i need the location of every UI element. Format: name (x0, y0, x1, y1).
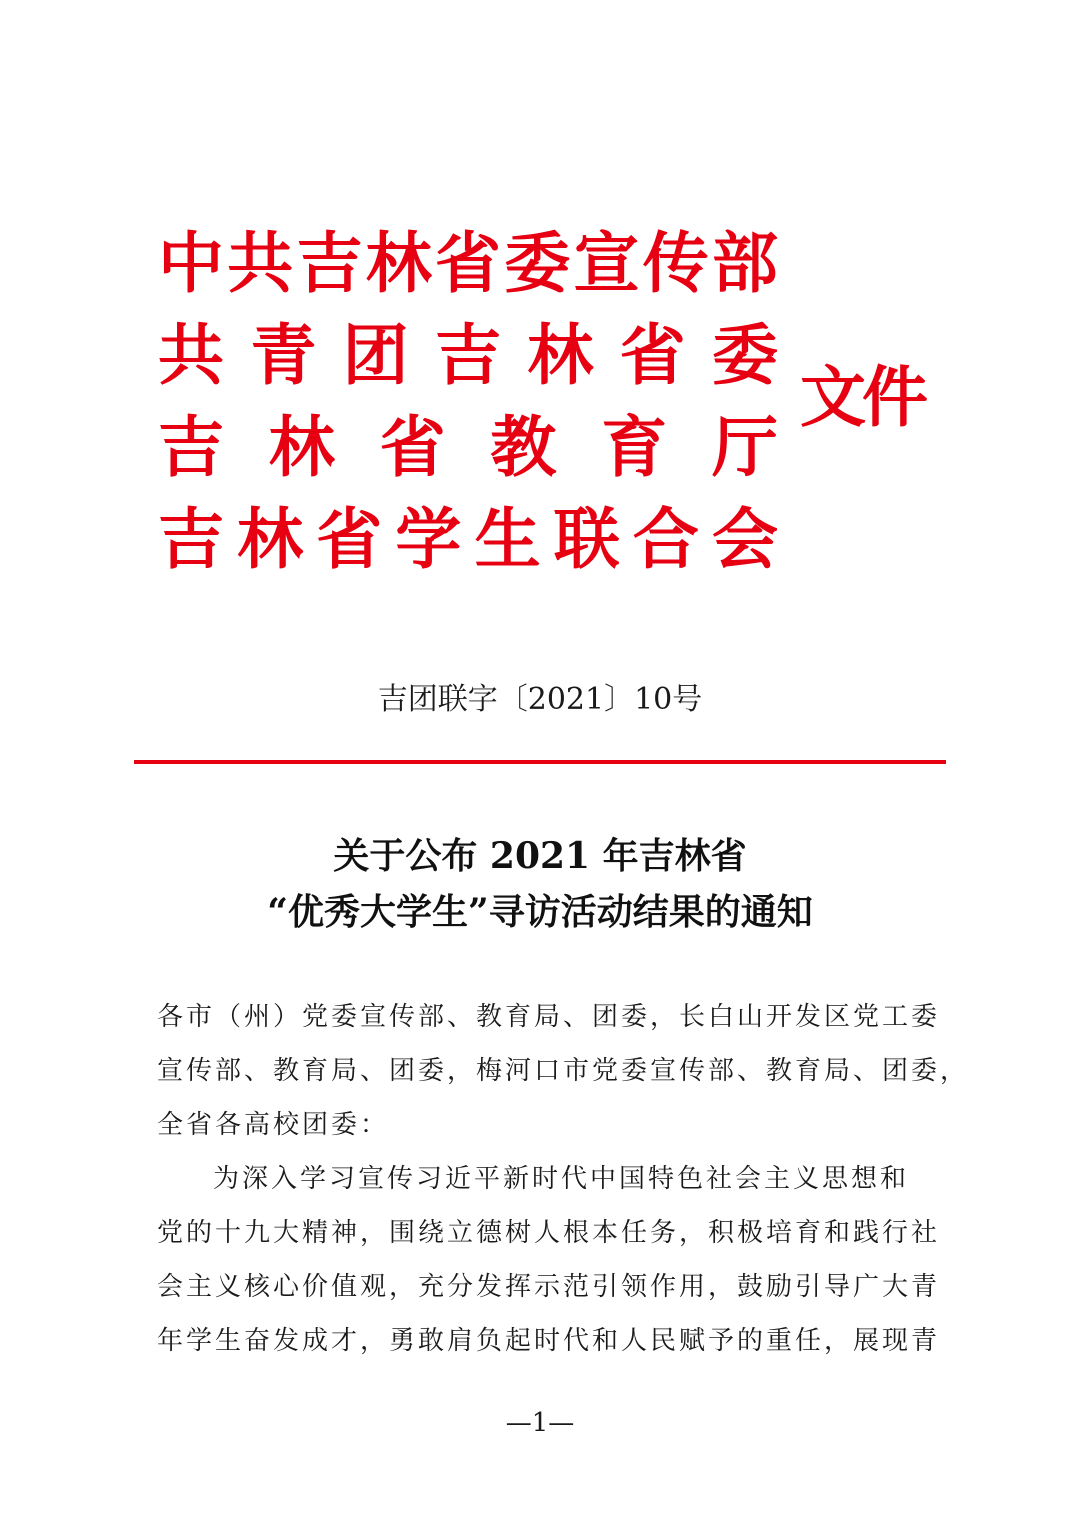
body-line: 各市（州）党委宣传部、教育局、团委，长白山开发区党工委 (157, 1002, 941, 1032)
issuer-row-1 (158, 218, 778, 310)
issuer-char: 省 (435, 225, 501, 302)
issuer-char: 青 (250, 317, 317, 394)
body-line: 会主义核心价值观，充分发挥示范引领作用，鼓励引导广大青 (157, 1272, 941, 1302)
issuer-char: 林 (237, 501, 304, 578)
issuer-char: 学 (395, 501, 462, 578)
body-line: 党的十九大精神，围绕立德树人根本任务，积极培育和践行社 (157, 1218, 941, 1248)
issuer-block (158, 218, 778, 586)
issuer-char: 吉 (158, 501, 224, 578)
issuer-char: 部 (712, 225, 778, 302)
issuer-char: 合 (632, 501, 699, 578)
issuer-char: 林 (365, 225, 432, 302)
body-line: 全省各高校团委： (157, 1110, 390, 1140)
body-line: 年学生奋发成才，勇敢肩负起时代和人民赋予的重任，展现青 (157, 1326, 941, 1356)
issuer-row-4 (158, 494, 778, 586)
body-line: 宣传部、教育局、团委，梅河口市党委宣传部、教育局、团委， (157, 1056, 970, 1086)
issuer-char: 委 (504, 225, 571, 302)
issuer-char: 会 (711, 501, 778, 578)
issuer-char: 吉 (434, 317, 501, 394)
issuer-char: 育 (601, 409, 668, 486)
issuer-char: 委 (711, 317, 778, 394)
issuer-char: 省 (316, 501, 383, 578)
issuer-row-2 (158, 310, 778, 402)
issuer-char: 中 (158, 225, 224, 302)
issuer-char: 吉 (158, 409, 224, 486)
issuer-char: 传 (642, 225, 709, 302)
issuer-char: 生 (474, 501, 541, 578)
issuer-char: 吉 (296, 225, 363, 302)
issuer-char: 共 (227, 225, 294, 302)
body-line: 为深入学习宣传习近平新时代中国特色社会主义思想和 (213, 1164, 910, 1194)
issuer-char: 省 (379, 409, 446, 486)
document-number: 吉团联字〔2021〕10号 (377, 682, 703, 717)
notice-title (0, 828, 1080, 940)
issuer-char: 团 (342, 317, 409, 394)
issuer-char: 共 (158, 317, 224, 394)
issuer-char: 林 (527, 317, 594, 394)
issuer-char: 省 (619, 317, 686, 394)
issuer-char: 厅 (711, 409, 778, 486)
page-number: —1— (505, 1408, 575, 1438)
issuer-char: 教 (490, 409, 557, 486)
title-line-1: 关于公布 2021 年吉林省 (333, 835, 747, 877)
issuer-row-3 (158, 402, 778, 494)
title-line-2: “优秀大学生”寻访活动结果的通知 (267, 891, 813, 933)
issuer-char: 联 (553, 501, 620, 578)
issuer-char: 林 (268, 409, 335, 486)
document-type-label: 文件 (800, 359, 924, 436)
body-text (157, 990, 970, 1368)
red-divider (134, 760, 946, 764)
issuer-char: 宣 (573, 225, 640, 302)
